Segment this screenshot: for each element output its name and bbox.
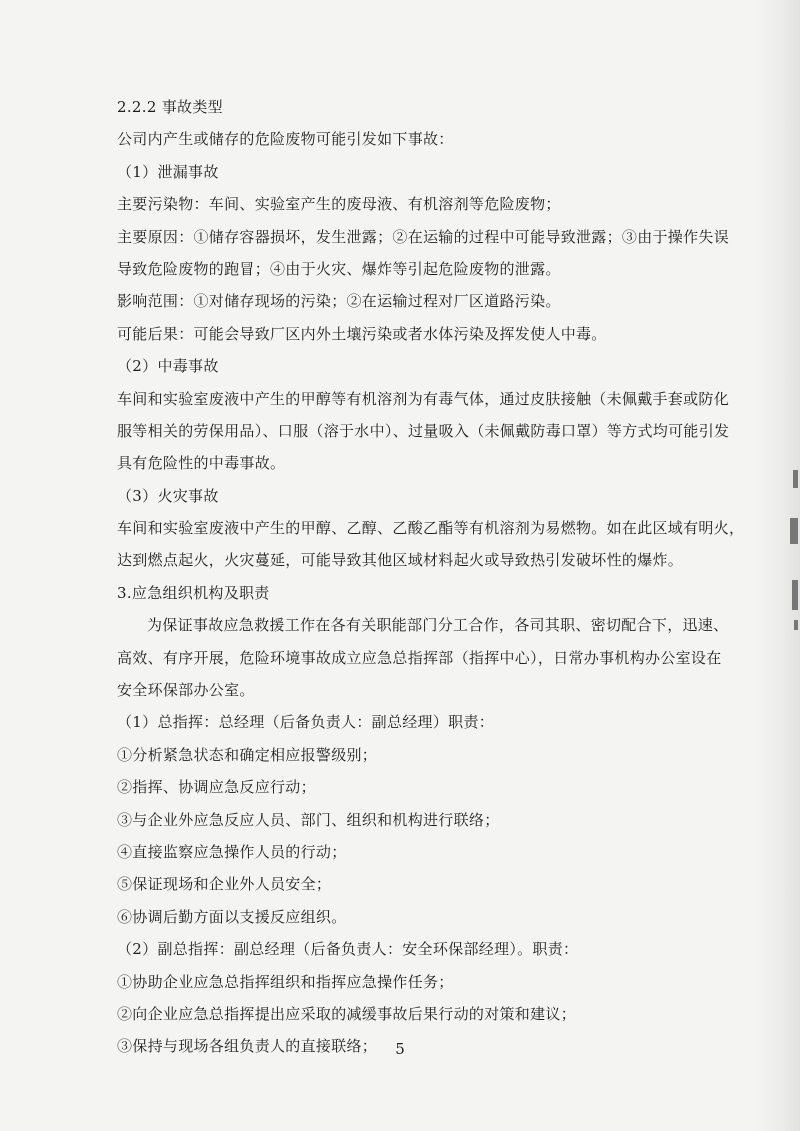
text-line: 具有危险性的中毒事故。 <box>117 454 286 473</box>
text-line: 公司内产生或储存的危险废物可能引发如下事故： <box>117 130 454 149</box>
text-line: ③与企业外应急反应人员、部门、组织和机构进行联络； <box>117 810 500 829</box>
text-line: ⑤保证现场和企业外人员安全； <box>117 875 332 894</box>
text-line: 影响范围：①对储存现场的污染；②在运输过程对厂区道路污染。 <box>117 292 561 311</box>
text-line: 主要原因：①储存容器损坏，发生泄露；②在运输的过程中可能导致泄露；③由于操作失误 <box>117 227 730 246</box>
text-line: ②向企业应急总指挥提出应采取的减缓事故后果行动的对策和建议； <box>117 1004 577 1023</box>
text-line: 可能后果：可能会导致厂区内外土壤污染或者水体污染及挥发使人中毒。 <box>117 324 607 343</box>
text-line: （2）副总指挥：副总经理（后备负责人：安全环保部经理）。职责： <box>117 940 579 959</box>
text-line: 2.2.2 事故类型 <box>117 98 223 116</box>
text-line: ③保持与现场各组负责人的直接联络； <box>117 1037 378 1056</box>
document-body <box>117 91 745 1063</box>
text-line: 3.应急组织机构及职责 <box>117 583 270 602</box>
text-line: 安全环保部办公室。 <box>117 681 255 700</box>
text-line: 导致危险废物的跑冒；④由于火灾、爆炸等引起危险废物的泄露。 <box>117 259 561 278</box>
text-line: （2）中毒事故 <box>117 357 219 376</box>
text-line: （3）火灾事故 <box>117 486 219 505</box>
text-line: ①协助企业应急总指挥组织和指挥应急操作任务； <box>117 972 454 991</box>
scan-edge-marks <box>780 470 798 640</box>
text-line: ⑥协调后勤方面以支援反应组织。 <box>117 907 347 926</box>
text-line: 达到燃点起火，火灾蔓延，可能导致其他区域材料起火或导致热引发破坏性的爆炸。 <box>117 551 684 570</box>
text-line: ②指挥、协调应急反应行动； <box>117 778 316 797</box>
text-line: 为保证事故应急救援工作在各有关职能部门分工合作，各司其职、密切配合下，迅速、 <box>147 616 729 635</box>
text-line: 服等相关的劳保用品）、口服（溶于水中）、过量吸入（未佩戴防毒口罩）等方式均可能引发 <box>117 421 730 440</box>
text-line: 高效、有序开展，危险环境事故成立应急总指挥部（指挥中心），日常办事机构办公室设在 <box>117 648 722 667</box>
text-line: 车间和实验室废液中产生的甲醇、乙醇、乙酸乙酯等有机溶剂为易燃物。如在此区域有明火， <box>117 519 745 538</box>
text-line: ①分析紧急状态和确定相应报警级别； <box>117 745 378 764</box>
text-line: （1）总指挥：总经理（后备负责人：副总经理）职责： <box>117 713 495 732</box>
text-line: （1）泄漏事故 <box>117 162 219 181</box>
text-line: 车间和实验室废液中产生的甲醇等有机溶剂为有毒气体，通过皮肤接触（未佩戴手套或防化 <box>117 389 730 408</box>
page-number: 5 <box>395 1040 405 1058</box>
text-line: ④直接监察应急操作人员的行动； <box>117 842 347 861</box>
text-line: 主要污染物：车间、实验室产生的废母液、有机溶剂等危险废物； <box>117 195 561 214</box>
